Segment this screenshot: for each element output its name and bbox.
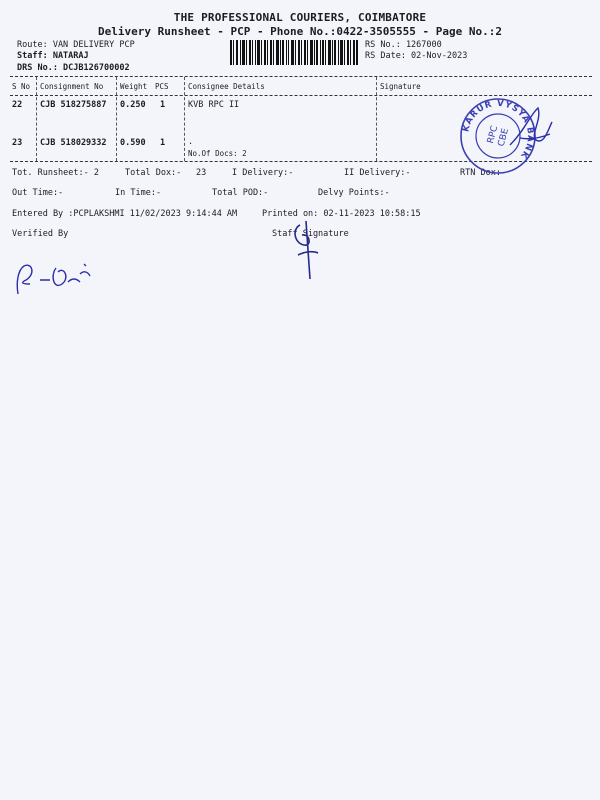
verified-by-label: Verified By (12, 229, 69, 239)
drs-number: DRS No.: DCJB126700002 (17, 63, 130, 73)
entered-by: Entered By :PCPLAKSHMI 11/02/2023 9:14:44 AM (12, 209, 238, 219)
col-header-signature: Signature (380, 82, 421, 91)
table-row-consignee: KVB RPC II (188, 100, 240, 110)
total-dox-value: 23 (196, 168, 207, 178)
svg-text:CBE: CBE (496, 127, 511, 148)
col-header-sno: S No (12, 82, 31, 91)
rs-number: RS No.: 1267000 (365, 40, 442, 50)
svg-text:RPC: RPC (486, 124, 501, 145)
in-time: In Time:- (115, 188, 162, 198)
table-row-consignment: CJB 518029332 (40, 138, 107, 148)
col-header-consignee: Consignee Details (188, 82, 265, 91)
table-row-consignment: CJB 518275887 (40, 100, 107, 110)
docs-count: No.Of Docs: 2 (188, 149, 247, 158)
table-row-pcs: 1 (160, 100, 166, 110)
staff-label: Staff: NATARAJ (17, 51, 89, 61)
printed-on: Printed on: 02-11-2023 10:58:15 (262, 209, 421, 219)
col-header-pcs: PCS (155, 82, 169, 91)
table-row-consignee: . (188, 137, 194, 147)
table-row-weight: 0.250 (120, 100, 146, 110)
total-pod: Total POD:- (212, 188, 269, 198)
staff-signature-label: Staff Signature (272, 229, 349, 239)
out-time: Out Time:- (12, 188, 64, 198)
table-row-pcs: 1 (160, 138, 166, 148)
total-runsheet: Tot. Runsheet:- 2 (12, 168, 99, 178)
column-divider (36, 77, 37, 161)
rs-date: RS Date: 02-Nov-2023 (365, 51, 468, 61)
second-delivery: II Delivery:- (344, 168, 411, 178)
col-header-consignment: Consignment No (40, 82, 104, 91)
runsheet-subtitle: Delivery Runsheet - PCP - Phone No.:0422-3505555 - Page No.:2 (98, 25, 502, 38)
delivery-points: Delvy Points:- (318, 188, 390, 198)
total-dox-label: Total Dox:- (125, 168, 182, 178)
route-label: Route: VAN DELIVERY PCP (17, 40, 135, 50)
receiver-signature (500, 100, 560, 160)
col-header-weight: Weight (120, 82, 148, 91)
svg-text:KARUR VYSYA BANK: KARUR VYSYA BANK (461, 98, 536, 161)
return-dox: RTN Dox:- (460, 168, 507, 178)
column-divider (184, 77, 185, 161)
table-row-weight: 0.590 (120, 138, 146, 148)
company-title: THE PROFESSIONAL COURIERS, COIMBATORE (173, 11, 427, 24)
first-delivery: I Delivery:- (232, 168, 294, 178)
column-divider (116, 77, 117, 161)
staff-signature (288, 215, 328, 283)
verifier-signature (10, 254, 100, 300)
barcode (230, 40, 358, 65)
table-top-rule (10, 76, 592, 77)
table-row-sno: 22 (12, 100, 23, 110)
table-row-sno: 23 (12, 138, 23, 148)
column-divider (376, 77, 377, 161)
